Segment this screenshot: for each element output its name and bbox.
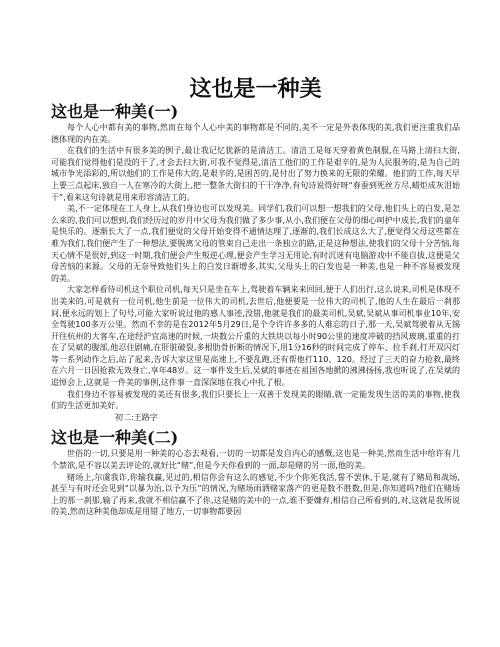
section-1-paragraph: 在我们的生活中有很多美的例子,最让我记忆犹新的是清洁工。清洁工是每天穿着黄色制服,在马路上清扫大街,可能我们觉得他们是没的干了,才会去扫大街,可我不觉得是,清洁工他们的工作是艰辛的,是为人民服务的,是为自己的城市争光添彩的,所以他们的工作是伟大的,是艰辛的,是困苦的,是付出了努力换来的无限的荣耀。他们的工作,每天早上要三点起床,独自一人在寒冷的大街上,把一整条大街扫的干干净净,有句诗说得好呀“春蚕到死丝方尽,蜡炬成灰泪始干”,看来这句诗就是用来形容清洁工的。 bbox=[51, 146, 461, 202]
section-1-signature: 初二:王路字 bbox=[115, 412, 158, 422]
section-1-paragraph: 每个人心中都有美的事物,然而在每个人心中美的事物都是不同的,美不一定是外表体现的美,我们更注重我们品德体现的内在美。 bbox=[51, 123, 460, 144]
section-1-paragraph: 我们身边不容易被发现的美还有很多,我们只要长上一双善于发现美的眼睛,就一定能发现生活的美的事物,使我们的生活更加美好。 bbox=[51, 389, 460, 411]
section-2-heading: 这也是一种美(二) bbox=[51, 428, 179, 448]
section-2-paragraph: 赌场上,尔虞我诈,你输我赢,见过的,相信你会有这么的感觉,不少个你死我活,誓不罢休,于是,就有了赌局和战场,甚至与有时还会见到“以暴为治,以予为压”的情况,为赌场雨洒赌家落产的更是数不胜数,但是,你知道吗?他们在赌场上的那一刹那,输了再来,我就不相信赢不了你,这是赌的美中的一点,谁不要嫌弃,相信自己所看到的,对,这就是我所说的美,然而这种美他却成是用错了地方,一切事物都要因 bbox=[51, 472, 460, 517]
section-1-heading: 这也是一种美(一) bbox=[51, 102, 179, 121]
section-1-paragraph: 美,不一定体现在工人身上,从我们身边也可以发现美。同学们,我们可以想一想我们的父母,他们头上的白发,是怎么来的,我们可以想到,我们经历过的岁月中父母为我们做了多少事,从小,我们便在父母的细心呵护中成长,我们的童年是快乐的。逐渐长大了一点,我们便觉的父母开始变得不通情达理了,逐渐的,我们长成这么大了,便觉得父母这些都在难为我们,我们便产生了一种想法,要脱离父母的管束自己走出一条独立的路,正是这种想法,使我们的父母十分苦恼,每天心情不是很好,到这一时期,我们便会产生叛逆心理,便会产生学习无用论,有时沉迷有电脑游戏中不能自拔,这便是父母苦恼的来源。父母的无奈导致他们头上的白发日渐增多,其实,父母头上的白发也是一种美,也是一种不容易被发现的美。 bbox=[51, 204, 460, 283]
section-2-paragraph: 世俗的一切,只要是用一种美的心态去观看,一切的一切都是发自内心的感慨,这也是一种美,然而生活中给许有几个禁欲,是不容以美去评论的,就好比“赌”,但是今天你看到的一面,却是赌的另一面,他的美。 bbox=[51, 449, 460, 471]
document-title: 这也是一种美 bbox=[189, 76, 322, 102]
section-1-paragraph: 大家怎样看待司机这个职位司机,每天只是坐在车上,驾驶着车辆来来回回,便于人们出行,这么说来,司机是体现不出美来的,可是就有一位司机,他生前是一位伟大的司机,去世后,他便要是一位伟大的司机了,他的人生在最后一刹那间,便永远的划上了句号,可能大家听说过他的感人事迹,没错,他就是我们的最美司机,吴斌,吴斌从事司机事业10年,安全驾驶100多万公里。然而不幸的是在2012年5月29日,是个令许许多多的人难忘的日子,那一天,吴斌驾驶着从无锡开往杭州的大客车,在途经沪宜高速的时候,一块数公斤重的大铁块以每小时90公里的速度冲破的挡风玻璃,重重的打在了吴斌的腹部,他忍住剧痛,在肝脏破裂,多根肋骨折断的情况下,用1分16秒的时间完成了停车、拉手刹,打开双闪灯等一系列动作之后,站了起来,告诉大家这里是高速上,不要乱跑,还有帮他打110、120。经过了三天的奋力抢救,最终在六月一日因抢救无效身亡,享年48岁。这一事件发生后,吴斌的事迹在祖国各地掀的沸沸扬扬,我也听说了,在吴斌的追悼会上,这就是一件美的事例,这件事一直深深地在我心中扎了根。 bbox=[51, 285, 460, 388]
